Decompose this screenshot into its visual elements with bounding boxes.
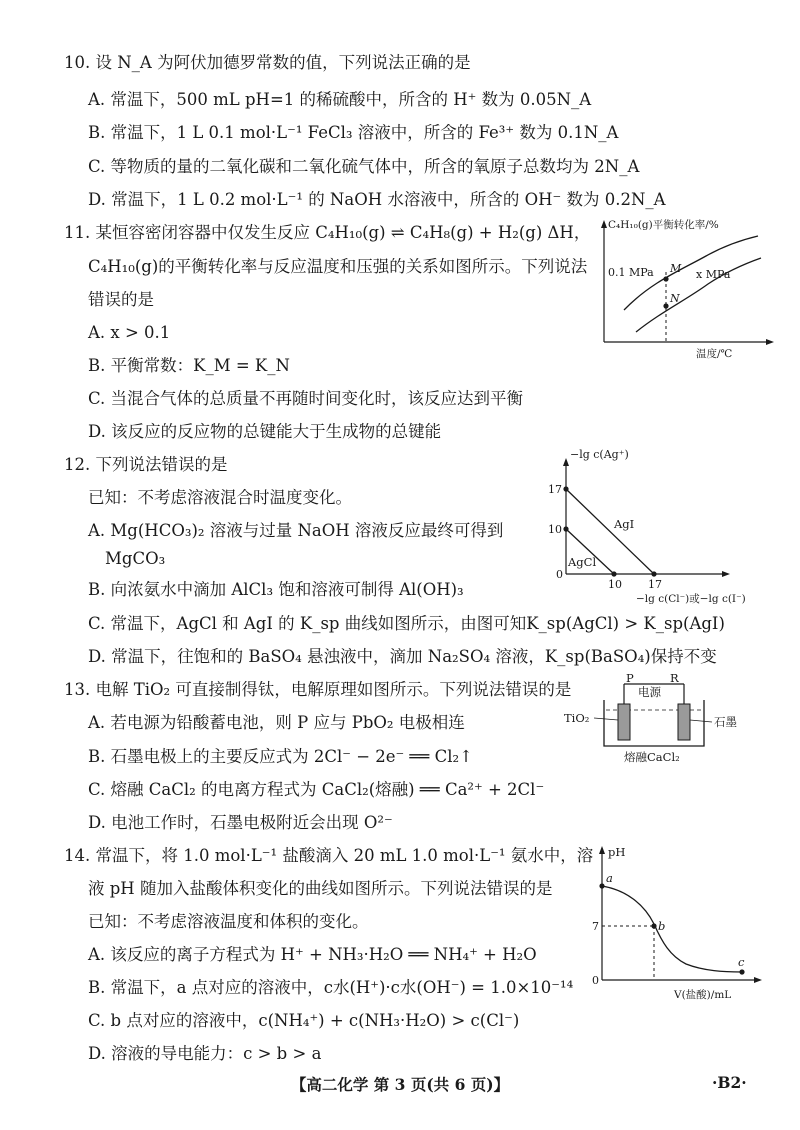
q11-y-arrow [601,220,607,228]
q14-option-b: B. 常温下，a 点对应的溶液中，c水(H⁺)·c水(OH⁻) = 1.0×10⁻¹⁴ [88,978,574,997]
q10-option-a: A. 常温下，500 mL pH=1 的稀硫酸中，所含的 H⁺ 数为 0.05N_A [88,90,592,109]
q12-ytick-17: 17 [548,483,562,496]
q11-point-n [663,303,668,308]
q13-stem: 13. 电解 TiO₂ 可直接制得钛，电解原理如图所示。下列说法错误的是 [64,680,572,699]
q14-point-a [599,883,604,888]
q11-label-01mpa: 0.1 MPa [608,266,654,279]
q12-label-agcl: AgCl [568,555,597,569]
q13-label-electrolyte: 熔融CaCl₂ [624,750,680,764]
q12-ylabel: −lg c(Ag⁺) [570,448,629,461]
page-footer: 【高二化学 第 3 页(共 6 页)】 [290,1075,510,1094]
q12-point-agcl-y [563,526,568,531]
q14-stem-line1: 14. 常温下，将 1.0 mol·L⁻¹ 盐酸滴入 20 mL 1.0 mol·L⁻¹ 氨水中，溶 [64,846,594,865]
q10-stem: 10. 设 N_A 为阿伏加德罗常数的值，下列说法正确的是 [64,53,471,72]
q12-option-a: A. Mg(HCO₃)₂ 溶液与过量 NaOH 溶液反应最终可得到 [88,521,504,540]
page-code: ·B2· [712,1073,747,1092]
q11-option-d: D. 该反应的反应物的总键能大于生成物的总键能 [88,422,442,441]
q14-label-c: c [738,955,745,969]
q14-option-d: D. 溶液的导电能力：c > b > a [88,1044,322,1063]
q13-tio2-electrode [618,704,630,740]
q12-option-a-cont: MgCO₃ [105,549,166,568]
q12-xtick-10: 10 [608,578,622,591]
q12-option-c: C. 常温下，AgCl 和 AgI 的 K_sp 曲线如图所示，由图可知K_sp(AgCl) > K_sp(AgI) [88,614,725,633]
q12-x-arrow [722,571,730,577]
q11-ylabel: C₄H₁₀(g)平衡转化率/% [608,219,719,231]
q12-label-agi: AgI [614,517,635,531]
q11-stem-line3: 错误的是 [88,290,154,309]
q12-option-d: D. 常温下，往饱和的 BaSO₄ 悬浊液中，滴加 Na₂SO₄ 溶液，K_sp(BaSO₄)保持不变 [88,647,717,666]
q13-graphite-leader [690,720,712,722]
q12-xlabel: −lg c(Cl⁻)或−lg c(I⁻) [636,593,746,604]
q12-ytick-10: 10 [548,523,562,536]
q13-label-tio2: TiO₂ [564,711,590,725]
q11-label-xmpa: x MPa [696,268,731,281]
q14-note: 已知：不考虑溶液温度和体积的变化。 [88,912,369,931]
q11-xlabel: 温度/℃ [696,348,733,360]
q14-point-c [739,969,744,974]
q13-option-a: A. 若电源为铅酸蓄电池，则 P 应与 PbO₂ 电极相连 [88,713,465,732]
q13-label-graphite: 石墨 [714,715,737,729]
q11-option-c: C. 当混合气体的总质量不再随时间变化时，该反应达到平衡 [88,389,524,408]
q12-stem: 12. 下列说法错误的是 [64,455,228,474]
q14-x-arrow [754,977,762,983]
q13-option-d: D. 电池工作时，石墨电极附近会出现 O²⁻ [88,813,393,832]
q11-x-arrow [766,339,774,345]
q12-point-agcl-x [611,571,616,576]
q11-stem-line2: C₄H₁₀(g)的平衡转化率与反应温度和压强的关系如图所示。下列说法 [88,257,588,276]
q11-stem-line1: 11. 某恒容密闭容器中仅发生反应 C₄H₁₀(g) ⇌ C₄H₈(g) + H₂(g) ΔH， [64,223,591,242]
q13-option-b: B. 石墨电极上的主要反应式为 2Cl⁻ − 2e⁻ ══ Cl₂↑ [88,747,473,766]
q14-figure [586,838,766,1004]
q13-figure [564,670,780,766]
q13-label-p: P [626,671,634,685]
q12-xtick-17: 17 [648,578,662,591]
q14-stem-line2: 液 pH 随加入盐酸体积变化的曲线如图所示。下列说法错误的是 [88,879,553,898]
q12-origin: 0 [556,568,563,581]
q14-point-b [651,923,656,928]
q14-option-c: C. b 点对应的溶液中，c(NH₄⁺) + c(NH₃·H₂O) > c(Cl⁻) [88,1011,520,1030]
q14-origin: 0 [592,974,599,987]
q10-option-b: B. 常温下，1 L 0.1 mol·L⁻¹ FeCl₃ 溶液中，所含的 Fe³⁺ 数为 0.1N_A [88,123,619,142]
q12-note: 已知：不考虑溶液混合时温度变化。 [88,488,352,507]
q14-ph-curve [602,886,742,972]
q12-point-agi-x [651,571,656,576]
q12-option-b: B. 向浓氨水中滴加 AlCl₃ 饱和溶液可制得 Al(OH)₃ [88,580,464,599]
q13-graphite-electrode [678,704,690,740]
q14-y-arrow [599,846,605,854]
q14-xlabel: V(盐酸)/mL [674,989,732,1001]
q10-option-c: C. 等物质的量的二氧化碳和二氧化硫气体中，所含的氧原子总数均为 2N_A [88,157,640,176]
q11-point-m [663,276,668,281]
q11-option-b: B. 平衡常数：K_M = K_N [88,356,290,375]
q10-option-d: D. 常温下，1 L 0.2 mol·L⁻¹ 的 NaOH 水溶液中，所含的 OH⁻ 数为 0.2N_A [88,190,666,209]
q11-figure [596,212,776,360]
q13-label-source: 电源 [638,685,661,699]
q13-label-r: R [670,671,679,685]
q14-ytick-7: 7 [592,920,599,933]
q14-option-a: A. 该反应的离子方程式为 H⁺ + NH₃·H₂O ══ NH₄⁺ + H₂O [88,945,537,964]
q11-label-n: N [670,292,680,305]
q14-label-b: b [658,919,666,933]
q11-label-m: M [670,262,682,275]
q13-option-c: C. 熔融 CaCl₂ 的电离方程式为 CaCl₂(熔融) ══ Ca²⁺ + 2Cl⁻ [88,780,545,799]
q14-ylabel: pH [608,845,626,859]
q12-y-arrow [563,458,569,466]
q12-point-agi-y [563,486,568,491]
q11-option-a: A. x > 0.1 [88,323,171,342]
q13-tio2-leader [594,718,618,720]
q14-label-a: a [606,871,613,885]
q12-figure [548,444,784,604]
